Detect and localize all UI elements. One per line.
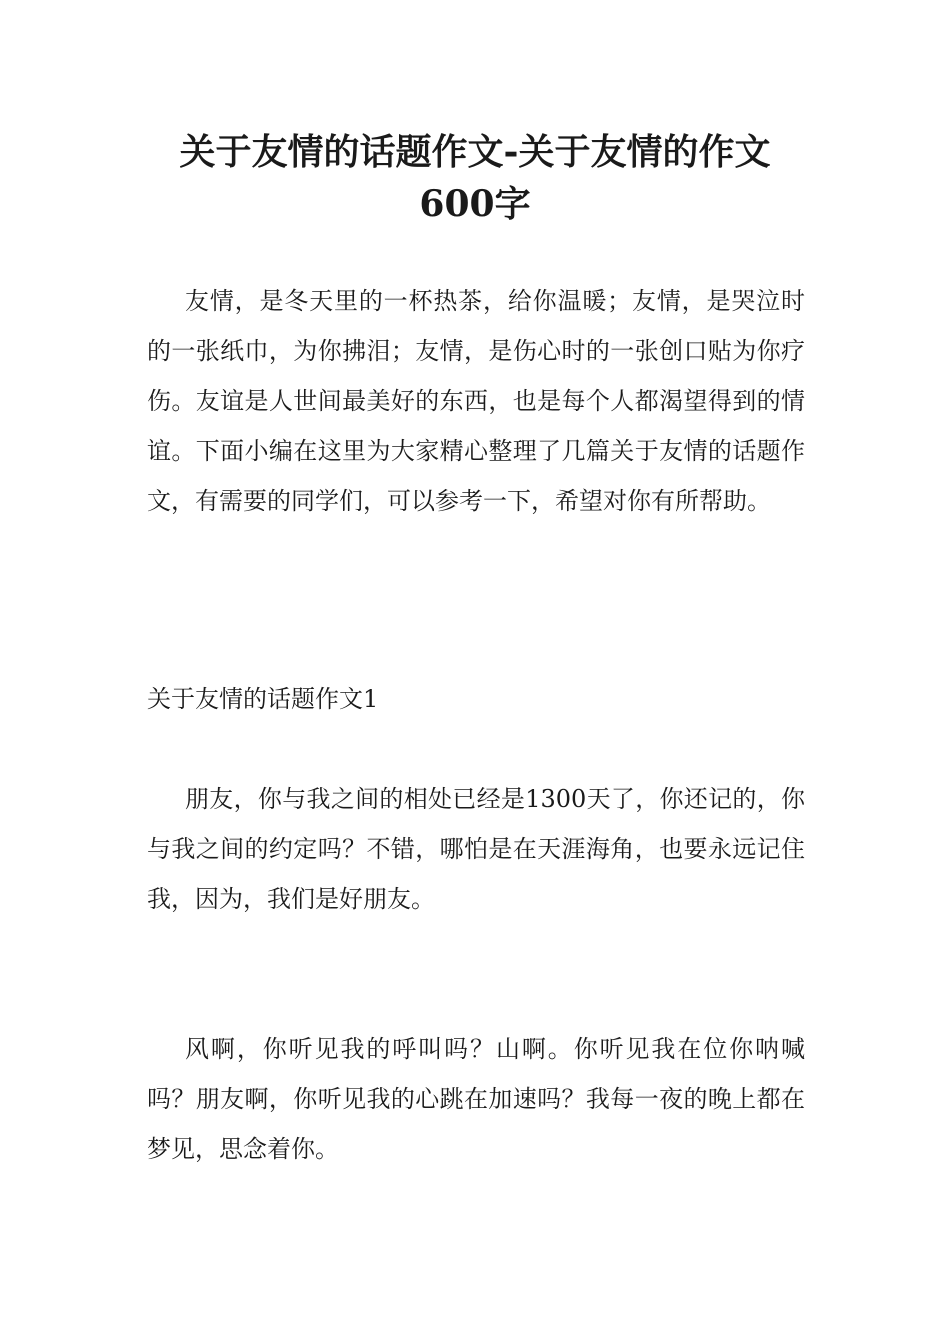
body-paragraph-2: 风啊，你听见我的呼叫吗？山啊。你听见我在位你呐喊吗？朋友啊，你听见我的心跳在加速吗？我每一夜的晚上都在梦见，思念着你。 — [147, 1035, 805, 1163]
intro-paragraph: 友情，是冬天里的一杯热茶，给你温暖；友情，是哭泣时的一张纸巾，为你拂泪；友情，是伤心时的一张创口贴为你疗伤。友谊是人世间最美好的东西，也是每个人都渴望得到的情谊。下面小编在这里为大家精心整理了几篇关于友情的话题作文，有需要的同学们，可以参考一下，希望对你有所帮助。 — [147, 287, 805, 515]
section-heading: 关于友情的话题作文1 — [147, 685, 379, 713]
body-paragraph-1: 朋友，你与我之间的相处已经是1300天了，你还记的，你与我之间的约定吗？不错，哪怕是在天涯海角，也要永远记住我，因为，我们是好朋友。 — [147, 785, 805, 913]
document-title: 关于友情的话题作文-关于友情的作文600字 — [179, 131, 771, 225]
